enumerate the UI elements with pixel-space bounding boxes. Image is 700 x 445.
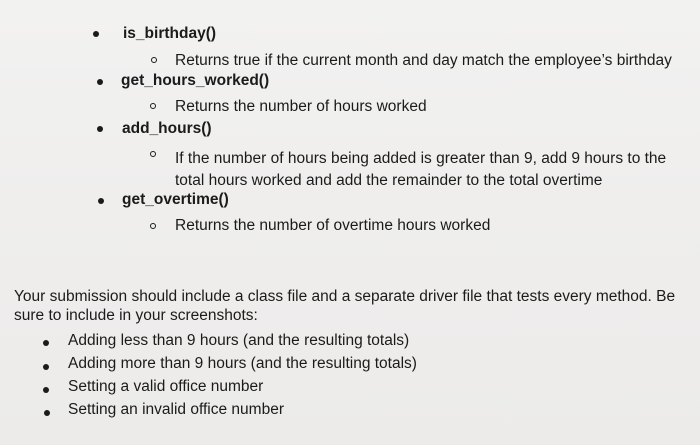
bullet-dot-icon	[97, 126, 103, 132]
sub-bullet-circle-icon	[151, 57, 157, 63]
sub-bullet-circle-icon	[150, 151, 156, 157]
method-name: add_hours()	[122, 120, 212, 137]
screenshot-requirement-item: Adding more than 9 hours (and the resulting totals)	[68, 355, 417, 372]
submission-paragraph-line: Your submission should include a class file and a separate driver file that tests every method. Be	[14, 288, 676, 305]
method-description: Returns true if the current month and day match the employee’s birthday	[175, 52, 672, 69]
method-name: get_overtime()	[122, 191, 229, 208]
method-name: is_birthday()	[123, 25, 217, 42]
sub-bullet-circle-icon	[150, 103, 156, 109]
method-name: get_hours_worked()	[121, 72, 270, 89]
bullet-dot-icon	[43, 364, 49, 370]
method-description: Returns the number of overtime hours worked	[175, 217, 491, 234]
sub-bullet-circle-icon	[150, 223, 156, 229]
method-description: Returns the number of hours worked	[175, 98, 427, 115]
screenshot-requirement-item: Setting a valid office number	[68, 378, 264, 395]
bullet-dot-icon	[93, 31, 99, 37]
bullet-dot-icon	[44, 410, 50, 416]
screenshot-requirement-item: Adding less than 9 hours (and the resulting totals)	[68, 332, 410, 349]
method-description: If the number of hours being added is greater than 9, add 9 hours to the	[175, 150, 667, 167]
method-description-continued: total hours worked and add the remainder to the total overtime	[175, 172, 603, 189]
bullet-dot-icon	[43, 387, 49, 393]
submission-paragraph-line: sure to include in your screenshots:	[14, 307, 258, 324]
bullet-dot-icon	[98, 198, 104, 204]
bullet-dot-icon	[97, 79, 103, 85]
bullet-dot-icon	[43, 340, 49, 346]
screenshot-requirement-item: Setting an invalid office number	[68, 401, 284, 418]
